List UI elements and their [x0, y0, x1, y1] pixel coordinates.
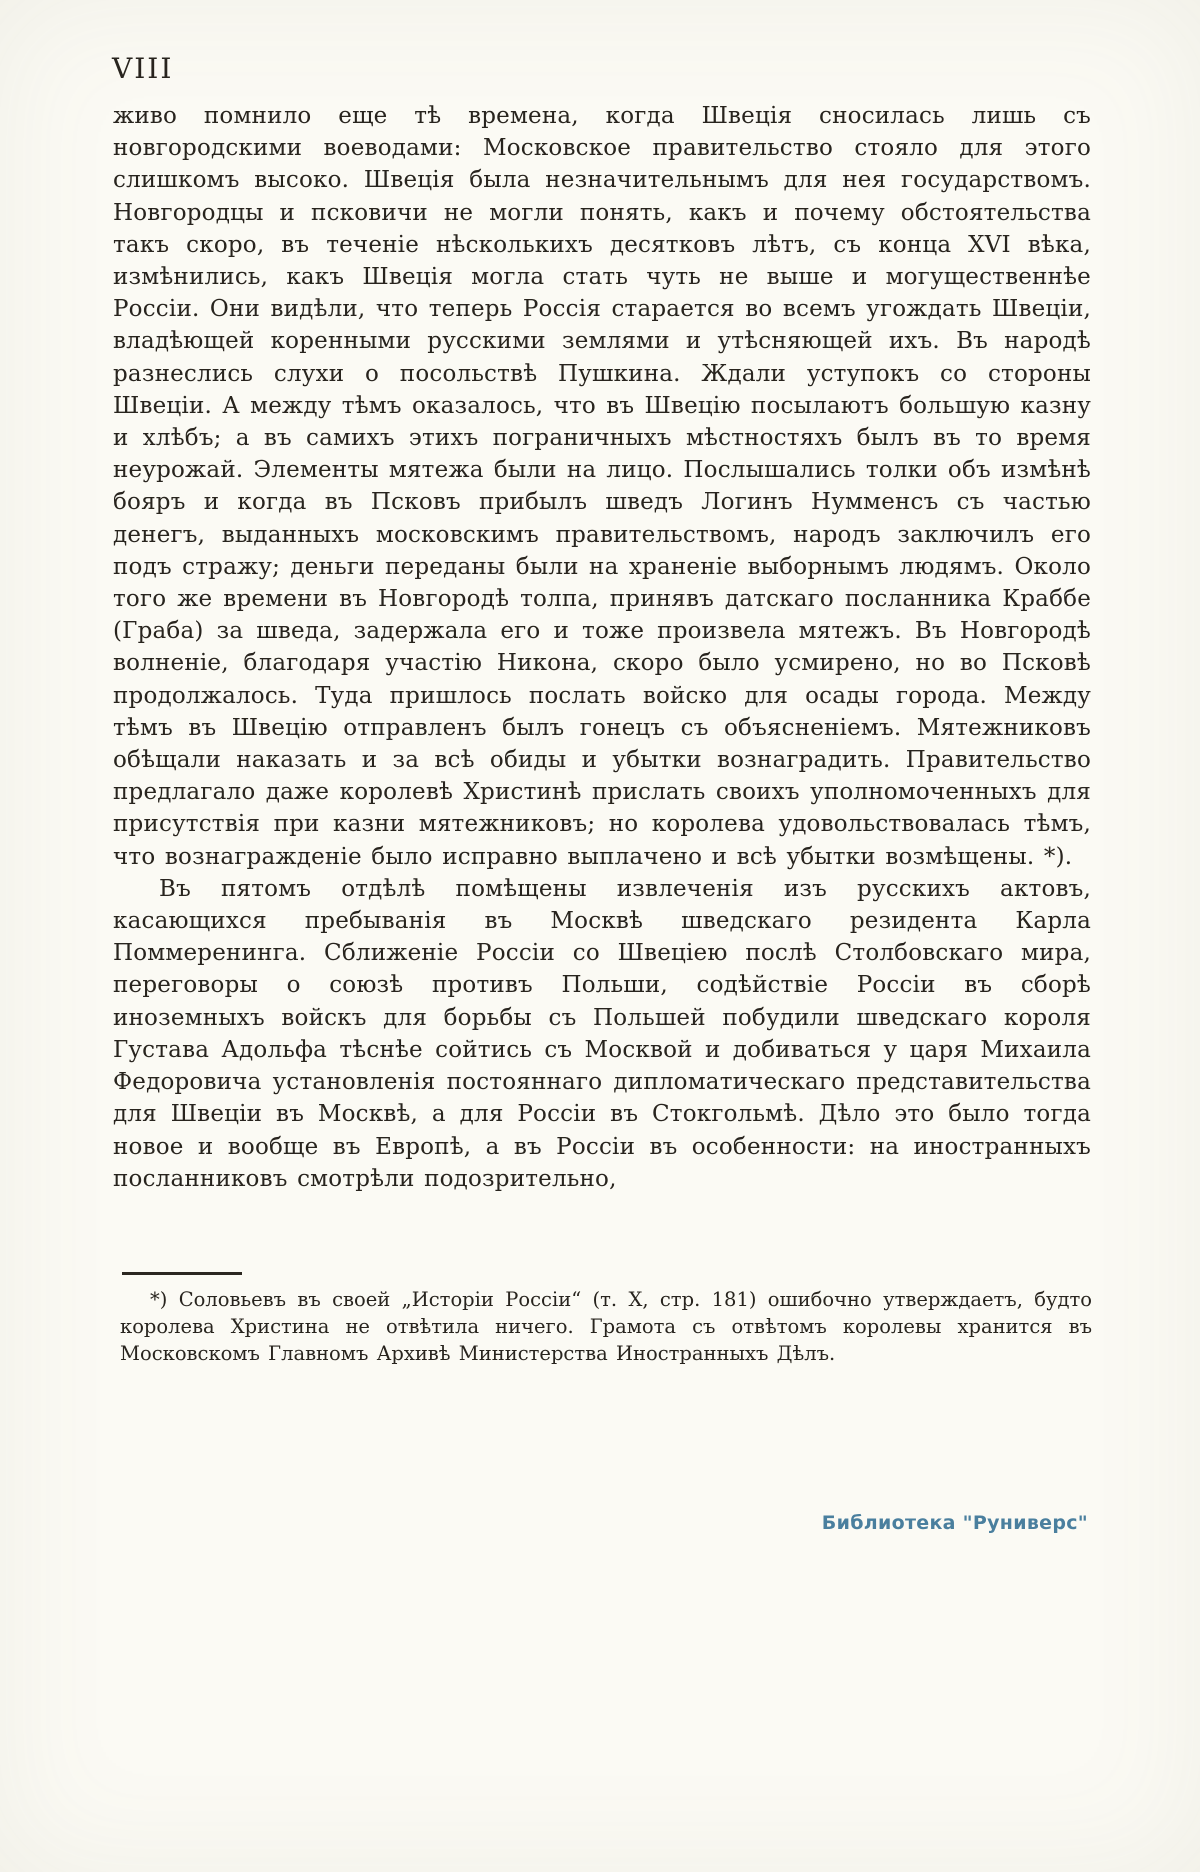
- footnote-text: *) Соловьевъ въ своей „Исторіи Россіи“ (т. X, стр. 181) ошибочно утверждаетъ, будто королева Христина не отвѣтила ничего. Грамота съ отвѣтомъ королевы хранится въ Московскомъ Главномъ Архивѣ Министерства Иностранныхъ Дѣлъ.: [120, 1288, 1092, 1365]
- page-number: VIII: [112, 52, 174, 85]
- library-watermark: Библиотека "Руниверс": [821, 1512, 1088, 1534]
- footnote-separator: [122, 1272, 242, 1275]
- paragraph: Въ пятомъ отдѣлѣ помѣщены извлеченія изъ русскихъ актовъ, касающихся пребыванія въ Москвѣ шведскаго резидента Карла Поммеренинга. Сближеніе Россіи со Швеціею послѣ Столбовскаго мира, переговоры о союзѣ противъ Польши, содѣйствіе Россіи въ сборѣ иноземныхъ войскъ для борьбы съ Польшей побудили шведскаго короля Густава Адольфа тѣснѣе сойтись съ Москвой и добиваться у царя Михаила Федоровича установленія постояннаго дипломатическаго представительства для Швеціи въ Москвѣ, а для Россіи въ Стокгольмѣ. Дѣло это было тогда новое и вообще въ Европѣ, а въ Россіи въ особенности: на иностранныхъ посланниковъ смотрѣли подозрительно,: [113, 875, 1091, 1192]
- paragraph: живо помнило еще тѣ времена, когда Швеція сносилась лишь съ новгородскими воеводами: Московское правительство стояло для этого слишкомъ высоко. Швеція была незначительнымъ для нея государствомъ. Новгородцы и псковичи не могли понять, какъ и почему обстоятельства такъ скоро, въ теченіе нѣсколькихъ десятковъ лѣтъ, съ конца XVI вѣка, измѣнились, какъ Швеція могла стать чуть не выше и могущественнѣе Россіи. Они видѣли, что теперь Россія старается во всемъ угождать Швеціи, владѣющей коренными русскими землями и утѣсняющей ихъ. Въ народѣ разнеслись слухи о посольствѣ Пушкина. Ждали уступокъ со стороны Швеціи. А между тѣмъ оказалось, что въ Швецію посылаютъ большую казну и хлѣбъ; а въ самихъ этихъ пограничныхъ мѣстностяхъ былъ въ то время неурожай. Элементы мятежа были на лицо. Послышались толки объ измѣнѣ бояръ и когда въ Псковъ прибылъ шведъ Логинъ Нумменсъ съ частью денегъ, выданныхъ московскимъ правительствомъ, народъ заключилъ его подъ стражу; деньги переданы были на храненіе выборнымъ людямъ. Около того же времени въ Новгородѣ толпа, принявъ датскаго посланника Краббе (Граба) за шведа, задержала его и тоже произвела мятежъ. Въ Новгородѣ волненіе, благодаря участію Никона, скоро было усмирено, но во Псковѣ продолжалось. Туда пришлось послать войско для осады города. Между тѣмъ въ Швецію отправленъ былъ гонецъ съ объясненіемъ. Мятежниковъ обѣщали наказать и за всѣ обиды и убытки вознаградить. Правительство предлагало даже королевѣ Христинѣ прислать своихъ уполномоченныхъ для присутствія при казни мятежниковъ; но королева удовольствовалась тѣмъ, что вознагражденіе было исправно выплачено и всѣ убытки возмѣщены. *).: [113, 103, 1091, 870]
- body-text: [113, 100, 1091, 1195]
